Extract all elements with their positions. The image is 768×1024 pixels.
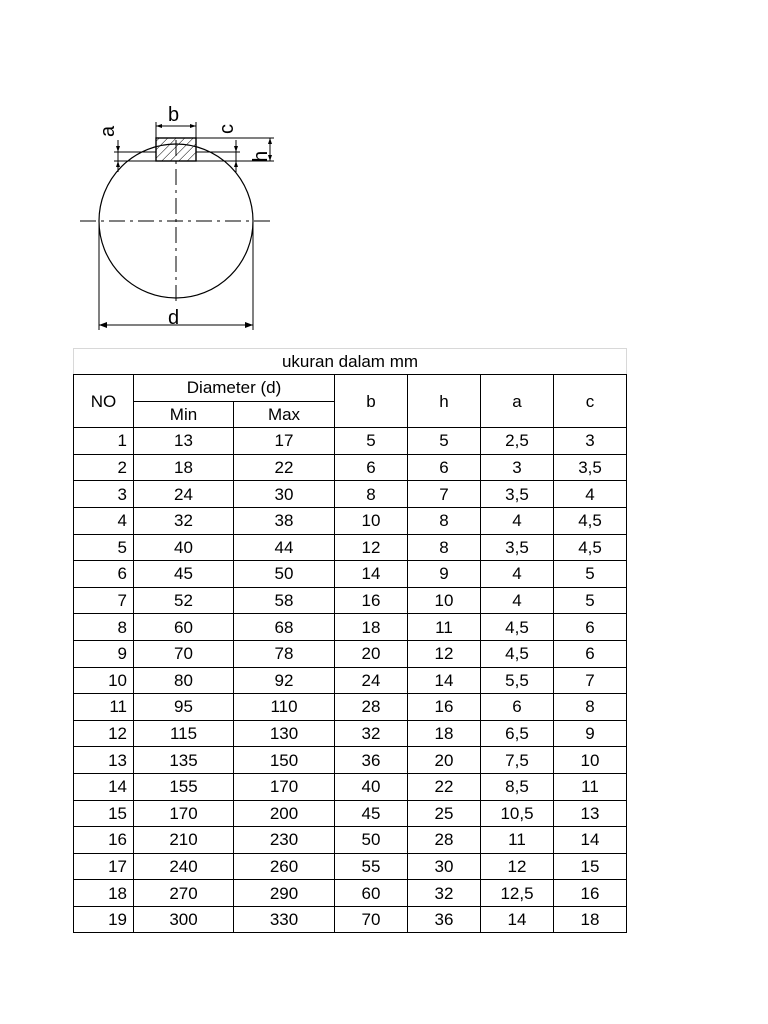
- cell-b: 8: [335, 481, 408, 508]
- cell-b: 6: [335, 454, 408, 481]
- cell-c: 10: [554, 747, 627, 774]
- cell-max: 330: [234, 906, 335, 933]
- cell-max: 230: [234, 827, 335, 854]
- cell-c: 4: [554, 481, 627, 508]
- table-row: [74, 827, 627, 854]
- cell-no: 16: [74, 827, 134, 854]
- cell-b: 14: [335, 561, 408, 588]
- cell-b: 50: [335, 827, 408, 854]
- cell-h: 28: [408, 827, 481, 854]
- cell-b: 20: [335, 640, 408, 667]
- cell-h: 30: [408, 853, 481, 880]
- cell-max: 200: [234, 800, 335, 827]
- cell-max: 68: [234, 614, 335, 641]
- cell-b: 24: [335, 667, 408, 694]
- cell-c: 7: [554, 667, 627, 694]
- cell-max: 92: [234, 667, 335, 694]
- table-row: [74, 667, 627, 694]
- cell-h: 20: [408, 747, 481, 774]
- cell-no: 14: [74, 773, 134, 800]
- cell-a: 12,5: [481, 880, 554, 907]
- cell-no: 19: [74, 906, 134, 933]
- cell-b: 12: [335, 534, 408, 561]
- cell-c: 11: [554, 773, 627, 800]
- cell-b: 18: [335, 614, 408, 641]
- cell-max: 44: [234, 534, 335, 561]
- cell-a: 10,5: [481, 800, 554, 827]
- label-d: d: [168, 307, 180, 329]
- cell-c: 8: [554, 694, 627, 721]
- table-row: [74, 720, 627, 747]
- cell-a: 6: [481, 694, 554, 721]
- cell-a: 3: [481, 454, 554, 481]
- key-dimension-table: [73, 348, 627, 933]
- table-row: [74, 507, 627, 534]
- header-max: Max: [234, 401, 335, 428]
- cell-h: 10: [408, 587, 481, 614]
- cell-max: 170: [234, 773, 335, 800]
- cell-min: 24: [134, 481, 234, 508]
- cell-h: 5: [408, 428, 481, 455]
- cell-h: 16: [408, 694, 481, 721]
- label-b: b: [168, 104, 180, 126]
- header-c: c: [554, 375, 627, 428]
- cell-min: 80: [134, 667, 234, 694]
- cell-c: 16: [554, 880, 627, 907]
- cell-b: 36: [335, 747, 408, 774]
- cell-min: 300: [134, 906, 234, 933]
- table-row: [74, 640, 627, 667]
- cell-no: 8: [74, 614, 134, 641]
- label-h: h: [250, 150, 272, 162]
- cell-no: 5: [74, 534, 134, 561]
- table-row: [74, 880, 627, 907]
- cell-h: 7: [408, 481, 481, 508]
- cell-c: 6: [554, 614, 627, 641]
- cell-a: 11: [481, 827, 554, 854]
- cell-no: 17: [74, 853, 134, 880]
- header-min: Min: [134, 401, 234, 428]
- cell-b: 55: [335, 853, 408, 880]
- table-row: [74, 800, 627, 827]
- cell-h: 12: [408, 640, 481, 667]
- cell-max: 110: [234, 694, 335, 721]
- cell-h: 11: [408, 614, 481, 641]
- header-b: b: [335, 375, 408, 428]
- cell-b: 60: [335, 880, 408, 907]
- cell-a: 7,5: [481, 747, 554, 774]
- cell-a: 4: [481, 587, 554, 614]
- cell-a: 3,5: [481, 534, 554, 561]
- table-row: [74, 614, 627, 641]
- cell-h: 14: [408, 667, 481, 694]
- cell-min: 52: [134, 587, 234, 614]
- cell-b: 16: [335, 587, 408, 614]
- cell-c: 15: [554, 853, 627, 880]
- cell-b: 32: [335, 720, 408, 747]
- table-row: [74, 534, 627, 561]
- cell-c: 9: [554, 720, 627, 747]
- cell-c: 5: [554, 587, 627, 614]
- cell-min: 115: [134, 720, 234, 747]
- cell-no: 18: [74, 880, 134, 907]
- cell-c: 14: [554, 827, 627, 854]
- table-title: ukuran dalam mm: [74, 349, 627, 375]
- table-row: [74, 587, 627, 614]
- cell-min: 240: [134, 853, 234, 880]
- cell-a: 8,5: [481, 773, 554, 800]
- table-row: [74, 747, 627, 774]
- cell-no: 3: [74, 481, 134, 508]
- cell-max: 30: [234, 481, 335, 508]
- cell-max: 50: [234, 561, 335, 588]
- cell-no: 9: [74, 640, 134, 667]
- header-no: NO: [74, 375, 134, 428]
- cell-h: 8: [408, 534, 481, 561]
- cell-no: 11: [74, 694, 134, 721]
- cell-b: 28: [335, 694, 408, 721]
- header-h: h: [408, 375, 481, 428]
- cell-min: 40: [134, 534, 234, 561]
- cell-max: 290: [234, 880, 335, 907]
- key-dimension-table-container: [73, 348, 626, 933]
- cell-a: 4: [481, 507, 554, 534]
- table-row: [74, 773, 627, 800]
- cell-c: 3: [554, 428, 627, 455]
- table-row: [74, 694, 627, 721]
- cell-c: 4,5: [554, 507, 627, 534]
- cell-min: 13: [134, 428, 234, 455]
- cell-b: 70: [335, 906, 408, 933]
- cell-c: 6: [554, 640, 627, 667]
- cell-no: 13: [74, 747, 134, 774]
- header-diameter: Diameter (d): [134, 375, 335, 402]
- cell-b: 45: [335, 800, 408, 827]
- cell-a: 4,5: [481, 614, 554, 641]
- cell-min: 32: [134, 507, 234, 534]
- cell-min: 95: [134, 694, 234, 721]
- cell-a: 2,5: [481, 428, 554, 455]
- cell-a: 12: [481, 853, 554, 880]
- cell-min: 45: [134, 561, 234, 588]
- cell-h: 32: [408, 880, 481, 907]
- cell-no: 6: [74, 561, 134, 588]
- cell-a: 14: [481, 906, 554, 933]
- table-row: [74, 481, 627, 508]
- cell-a: 6,5: [481, 720, 554, 747]
- cell-c: 13: [554, 800, 627, 827]
- cell-h: 8: [408, 507, 481, 534]
- cell-no: 7: [74, 587, 134, 614]
- cell-no: 2: [74, 454, 134, 481]
- label-c: c: [216, 124, 238, 134]
- table-row: [74, 906, 627, 933]
- header-a: a: [481, 375, 554, 428]
- cell-min: 155: [134, 773, 234, 800]
- table-row: [74, 853, 627, 880]
- label-a: a: [97, 125, 119, 137]
- cell-min: 60: [134, 614, 234, 641]
- cell-min: 270: [134, 880, 234, 907]
- cell-h: 22: [408, 773, 481, 800]
- shaft-key-diagram: [0, 0, 300, 340]
- cell-min: 135: [134, 747, 234, 774]
- cell-a: 4: [481, 561, 554, 588]
- cell-h: 36: [408, 906, 481, 933]
- cell-max: 38: [234, 507, 335, 534]
- table-row: [74, 561, 627, 588]
- cell-min: 70: [134, 640, 234, 667]
- cell-c: 3,5: [554, 454, 627, 481]
- table-row: [74, 428, 627, 455]
- cell-min: 210: [134, 827, 234, 854]
- cell-c: 5: [554, 561, 627, 588]
- cell-min: 170: [134, 800, 234, 827]
- table-row: [74, 454, 627, 481]
- cell-c: 4,5: [554, 534, 627, 561]
- cell-b: 40: [335, 773, 408, 800]
- cell-no: 1: [74, 428, 134, 455]
- cell-h: 25: [408, 800, 481, 827]
- cell-no: 12: [74, 720, 134, 747]
- cell-min: 18: [134, 454, 234, 481]
- cell-no: 4: [74, 507, 134, 534]
- cell-no: 15: [74, 800, 134, 827]
- cell-a: 4,5: [481, 640, 554, 667]
- cell-a: 3,5: [481, 481, 554, 508]
- cell-a: 5,5: [481, 667, 554, 694]
- cell-max: 58: [234, 587, 335, 614]
- cell-max: 17: [234, 428, 335, 455]
- cell-b: 10: [335, 507, 408, 534]
- cell-h: 18: [408, 720, 481, 747]
- cell-max: 22: [234, 454, 335, 481]
- cell-max: 150: [234, 747, 335, 774]
- cell-no: 10: [74, 667, 134, 694]
- cell-max: 130: [234, 720, 335, 747]
- cell-max: 260: [234, 853, 335, 880]
- cell-h: 6: [408, 454, 481, 481]
- cell-c: 18: [554, 906, 627, 933]
- cell-h: 9: [408, 561, 481, 588]
- cell-b: 5: [335, 428, 408, 455]
- cell-max: 78: [234, 640, 335, 667]
